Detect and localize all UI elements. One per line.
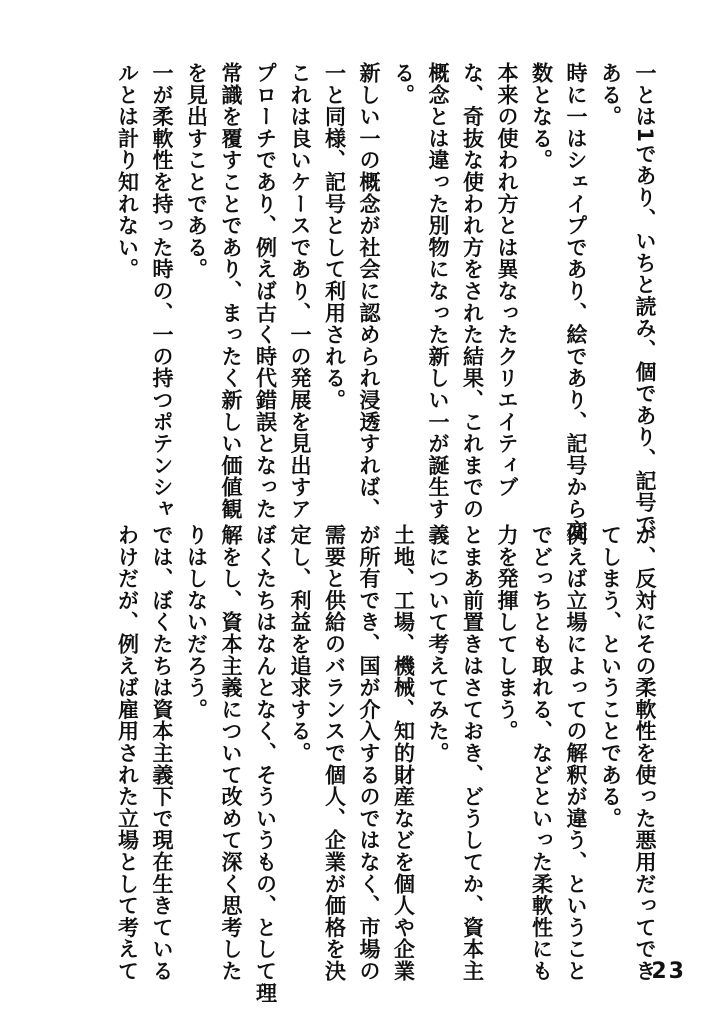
text-line: プローチであり、例えば古く時代錯誤となった xyxy=(253,62,278,520)
text-line: 数となる。 xyxy=(529,62,554,171)
text-line: 常識を覆すことであり、まったく新しい価値観 xyxy=(219,62,243,520)
text-line: ルとは計り知れない。 xyxy=(115,62,140,280)
text-line: これは良いケースであり、一の発展を見出すア xyxy=(288,62,312,520)
text-line: ある。 xyxy=(598,62,623,128)
text-line: 時に一はシェイプであり、絵であり、記号から変 xyxy=(564,62,588,542)
text-line: わけだが、例えば雇用された立場として考えて xyxy=(115,524,140,982)
text-line: な、奇抜な使われ方をされた結果、これまでの xyxy=(460,62,485,520)
text-line: 本来の使われ方とは異なったクリエイティブ xyxy=(495,62,519,498)
text-line: ぼくたちはなんとなく、そういうもの、として理 xyxy=(253,524,278,1004)
text-line: 力を発揮してしまう。 xyxy=(495,524,519,742)
text-line: を見出すことである。 xyxy=(184,62,209,280)
text-line: では、ぼくたちは資本主義下で現在生きている xyxy=(150,524,174,982)
lower-text-block xyxy=(110,524,662,1004)
text-line: でどっちとも取れる、などといった柔軟性にも xyxy=(529,524,554,982)
text-line: る。 xyxy=(391,62,416,106)
text-line: 新しい一の概念が社会に認められ浸透すれば、 xyxy=(357,62,381,520)
text-line: 需要と供給のバランスで個人、企業が価格を決 xyxy=(322,524,347,982)
text-line: 一と同様、記号として利用される。 xyxy=(322,62,347,411)
text-line: 土地、工場、機械、知的財産などを個人や企業 xyxy=(391,524,416,982)
text-line: 義について考えてみた。 xyxy=(426,524,450,764)
text-line: が、反対にその柔軟性を使った悪用だってでき xyxy=(633,524,657,982)
text-line: 一とは1であり、いちと読み、個であり、記号で xyxy=(633,62,657,536)
text-line: 概念とは違った別物になった新しい一が誕生す xyxy=(426,62,450,520)
text-line: 定し、利益を追求する。 xyxy=(288,524,312,764)
text-line: 解をし、資本主義について改めて深く思考した xyxy=(219,524,243,982)
upper-text-block xyxy=(110,62,662,542)
text-line: とまあ前置きはさておき、どうしてか、資本主 xyxy=(460,524,485,982)
text-line: てしまう、ということである。 xyxy=(598,524,623,830)
text-line: 例えば立場によっての解釈が違う、ということ xyxy=(564,524,588,982)
text-line: 一が柔軟性を持った時の、一の持つポテンシャ xyxy=(150,62,174,520)
page-number: 23 xyxy=(651,959,686,984)
text-line: が所有でき、国が介入するのではなく、市場の xyxy=(357,524,381,982)
text-line: りはしないだろう。 xyxy=(184,524,209,721)
